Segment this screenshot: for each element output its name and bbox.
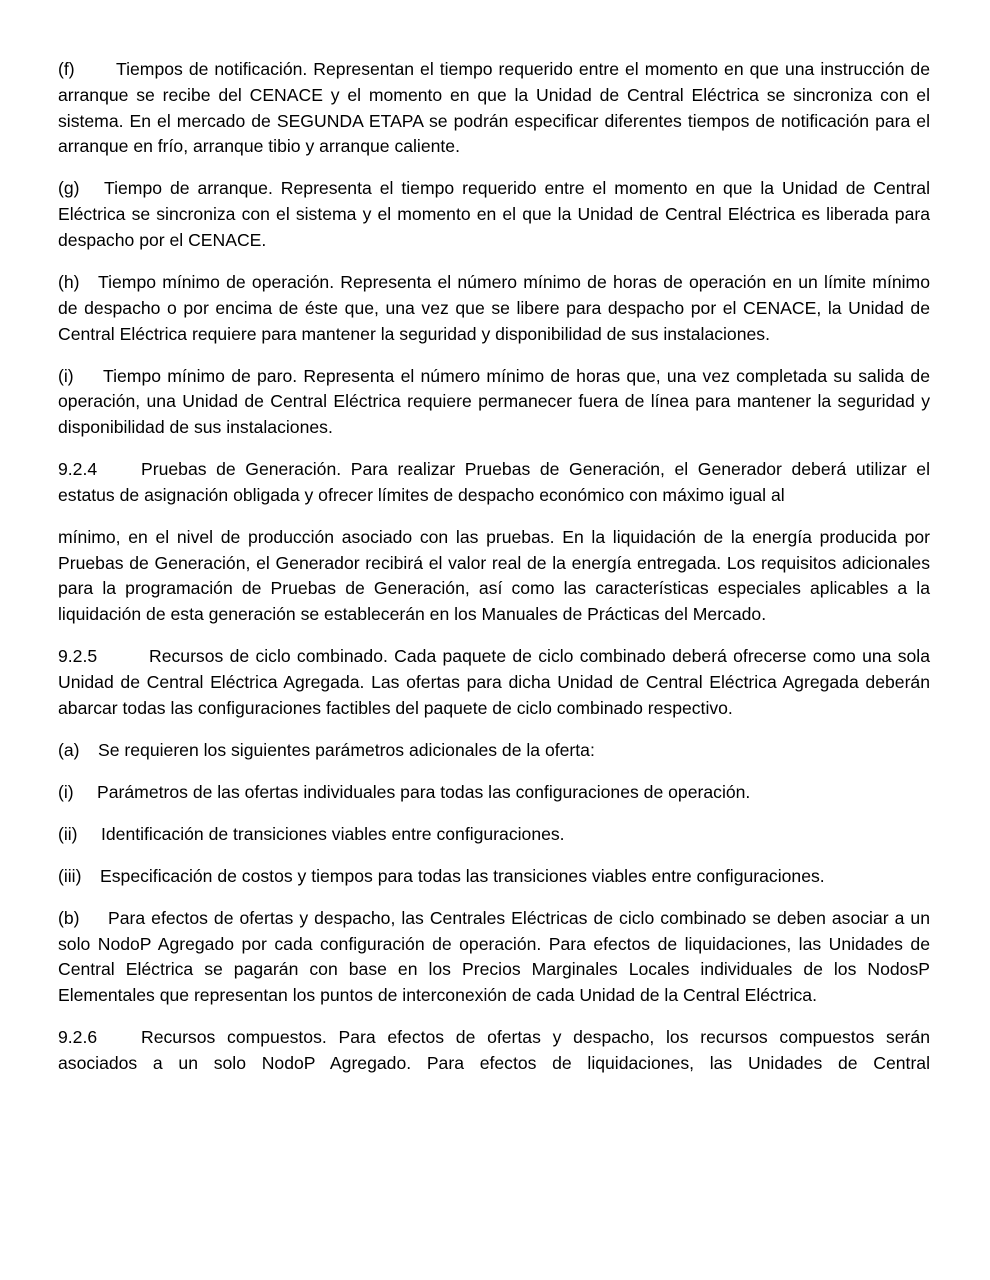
item-label: (a) xyxy=(58,739,80,760)
item-label: (iii) xyxy=(58,865,82,886)
paragraph-f xyxy=(58,57,930,160)
section-9-2-6 xyxy=(58,1025,930,1077)
paragraph-text: Parámetros de las ofertas individuales para todas las configuraciones de operación. xyxy=(97,781,751,802)
item-label: (f) xyxy=(58,59,75,79)
paragraph-i xyxy=(58,364,930,441)
item-label: (g) xyxy=(58,178,80,199)
paragraph-b xyxy=(58,906,930,1009)
section-number: 9.2.6 xyxy=(58,1027,98,1048)
paragraph-text: mínimo, en el nivel de producción asociado con las pruebas. En la liquidación de la energía producida por Pruebas de Generación, el Generador recibirá el valor real de la energía entregada. Los requisitos adicionales para la programación de Pruebas de Generación, así como las características especiales aplicables a la liquidación de esta generación se establecerán en los Manuales de Prácticas del Mercado. xyxy=(58,526,930,625)
paragraph-text: Recursos de ciclo combinado. Cada paquete de ciclo combinado deberá ofrecerse como una sola Unidad de Central Eléctrica Agregada. Las ofertas para dicha Unidad de Central Eléctrica Agregada deberán abarcar todas las configuraciones factibles del paquete de ciclo combinado respectivo. xyxy=(58,646,930,718)
section-9-2-4-continued xyxy=(58,525,930,628)
paragraph-text: Tiempo mínimo de operación. Representa el número mínimo de horas de operación en un límite mínimo de despacho o por encima de éste que, una vez que se libere para despacho por el CENACE, la Unidad de Central Eléctrica requiere para mantener la seguridad y disponibilidad de sus instalaciones. xyxy=(58,271,930,344)
paragraph-text: Recursos compuestos. Para efectos de ofertas y despacho, los recursos compuestos serán asociados a un solo NodoP Agregado. Para efectos de liquidaciones, las Unidades de Central xyxy=(58,1027,930,1073)
paragraph-text: Para efectos de ofertas y despacho, las Centrales Eléctricas de ciclo combinado se deben asociar a un solo NodoP Agregado por cada configuración de operación. Para efectos de liquidaciones, las Unidades de Central Eléctrica se pagarán con base en los Precios Marginales Locales individuales de los NodosP Elementales que representan los puntos de interconexión de cada Unidad de la Central Eléctrica. xyxy=(58,907,930,1006)
paragraph-text: Especificación de costos y tiempos para todas las transiciones viables entre configuraciones. xyxy=(100,865,825,886)
paragraph-text: Tiempos de notificación. Representan el tiempo requerido entre el momento en que una instrucción de arranque se recibe del CENACE y el momento en que la Unidad de Central Eléctrica se sincroniza con el sistema. En el mercado de SEGUNDA ETAPA se podrán especificar diferentes tiempos de notificación para el arranque en frío, arranque tibio y arranque caliente. xyxy=(58,59,930,157)
item-label: (i) xyxy=(58,365,74,386)
section-number: 9.2.4 xyxy=(58,459,98,480)
paragraph-text: Se requieren los siguientes parámetros adicionales de la oferta: xyxy=(98,739,595,760)
document-page xyxy=(58,57,930,1077)
paragraph-text: Identificación de transiciones viables entre configuraciones. xyxy=(101,823,565,844)
item-label: (ii) xyxy=(58,823,78,844)
section-9-2-5 xyxy=(58,644,930,721)
paragraph-h xyxy=(58,270,930,347)
paragraph-a-ii xyxy=(58,822,930,848)
paragraph-text: Pruebas de Generación. Para realizar Pruebas de Generación, el Generador deberá utilizar el estatus de asignación obligada y ofrecer límites de despacho económico con máximo igual al xyxy=(58,459,930,505)
paragraph-a-i xyxy=(58,780,930,806)
section-9-2-4 xyxy=(58,457,930,509)
paragraph-a-iii xyxy=(58,864,930,890)
paragraph-g xyxy=(58,176,930,253)
section-number: 9.2.5 xyxy=(58,646,98,667)
paragraph-a xyxy=(58,738,930,764)
item-label: (b) xyxy=(58,907,80,928)
paragraph-text: Tiempo mínimo de paro. Representa el número mínimo de horas que, una vez completada su salida de operación, una Unidad de Central Eléctrica requiere permanecer fuera de línea para mantener la seguridad y disponibilidad de sus instalaciones. xyxy=(58,365,930,438)
paragraph-text: Tiempo de arranque. Representa el tiempo requerido entre el momento en que la Unidad de Central Eléctrica se sincroniza con el sistema y el momento en el que la Unidad de Central Eléctrica es liberada para despacho por el CENACE. xyxy=(58,178,930,250)
item-label: (h) xyxy=(58,271,80,292)
item-label: (i) xyxy=(58,781,74,802)
